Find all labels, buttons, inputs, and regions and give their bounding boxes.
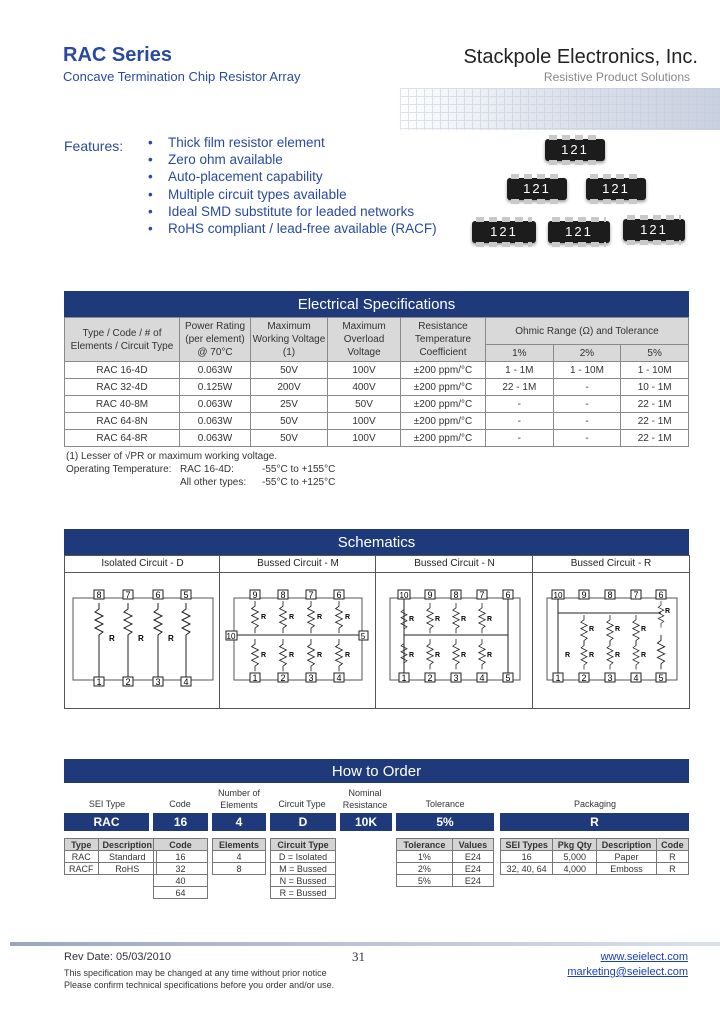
- operating-temp-type-2: All other types:: [180, 477, 247, 488]
- cell: 64: [154, 887, 208, 899]
- resistor-symbol: [280, 639, 287, 671]
- cell: D = Isolated: [271, 851, 336, 863]
- operating-temp-range-2: -55°C to +125°C: [262, 477, 336, 488]
- cell: ±200 ppm/°C: [401, 396, 486, 413]
- order-label-circuit-type: Circuit Type: [278, 799, 326, 809]
- cell: ±200 ppm/°C: [401, 413, 486, 430]
- cell: 16: [501, 851, 553, 863]
- cell: RAC 32-4D: [65, 379, 180, 396]
- pin-label: 7: [308, 590, 314, 600]
- pin-label: 8: [453, 590, 459, 600]
- cell: -: [486, 430, 554, 447]
- resistor-symbol: [95, 603, 103, 679]
- pin-label: 5: [183, 590, 189, 600]
- pin-label: 8: [280, 590, 286, 600]
- table-row: [271, 863, 336, 875]
- cell: 22 - 1M: [486, 379, 554, 396]
- resistor-label: R: [615, 626, 621, 633]
- schematic-bussed-r: [532, 555, 690, 709]
- cell: 25V: [251, 396, 328, 413]
- cell: N = Bussed: [271, 875, 336, 887]
- cell: 0.063W: [180, 430, 251, 447]
- schematics-title: Schematics: [64, 529, 689, 555]
- features-heading: Features:: [64, 138, 124, 154]
- chip-image: 121: [472, 221, 536, 243]
- pin-label: 8: [607, 590, 613, 600]
- table-row: [501, 863, 689, 875]
- email-link[interactable]: marketing@seielect.com: [567, 966, 688, 978]
- series-title: RAC Series: [63, 44, 172, 66]
- resistor-label: R: [289, 652, 295, 659]
- pin-label: 2: [280, 673, 286, 683]
- resistor-label: R: [345, 652, 351, 659]
- resistor-label: R: [665, 608, 671, 615]
- col-header-ohmic-range: Ohmic Range (Ω) and Tolerance: [486, 318, 689, 345]
- cell: 5,000: [553, 851, 597, 863]
- table-row: [397, 863, 494, 875]
- resistor-label: R: [435, 616, 441, 623]
- pin-label: 1: [401, 673, 407, 683]
- pin-label: 5: [505, 673, 511, 683]
- cell: 50V: [251, 413, 328, 430]
- pin-label: 3: [155, 677, 161, 687]
- disclaimer-line-1: This specification may be changed at any time without prior notice: [64, 968, 327, 978]
- resistor-label: R: [289, 614, 295, 621]
- resistor-symbol: [633, 615, 639, 645]
- pin-label: 7: [479, 590, 485, 600]
- resistor-label: R: [409, 616, 415, 623]
- cell: 100V: [328, 430, 401, 447]
- cell: 1 - 10M: [621, 362, 689, 379]
- order-label-packaging: Packaging: [573, 799, 617, 809]
- schematic-caption: Bussed Circuit - M: [220, 556, 376, 573]
- order-label-tolerance: Tolerance: [425, 799, 465, 809]
- pin-label: 6: [155, 590, 161, 600]
- cell: -: [486, 396, 554, 413]
- company-division: Resistive Product Solutions: [543, 70, 690, 84]
- pin-label: 10: [226, 632, 236, 641]
- pin-label: 4: [336, 673, 342, 683]
- cell: 400V: [328, 379, 401, 396]
- cell: E24: [452, 863, 493, 875]
- cell: RAC: [65, 851, 99, 863]
- col-header: Code: [154, 839, 208, 851]
- col-header-tcr: Resistance Temperature Coefficient: [401, 318, 486, 362]
- cell: -: [553, 413, 621, 430]
- order-value-circuit-type: D: [270, 813, 336, 831]
- resistor-symbol: [479, 639, 485, 669]
- resistor-symbol: [607, 615, 613, 645]
- cell: E24: [452, 875, 493, 887]
- table-row: [397, 875, 494, 887]
- order-value-nominal-resistance: 10K: [340, 813, 392, 831]
- pin-label: 5: [658, 673, 664, 683]
- pin-label: 3: [453, 673, 459, 683]
- pin-label: 7: [125, 590, 131, 600]
- resistor-symbol: [607, 641, 613, 670]
- resistor-label: R: [317, 614, 323, 621]
- cell: 22 - 1M: [621, 430, 689, 447]
- resistor-symbol: [633, 641, 639, 670]
- table-row: [213, 863, 266, 875]
- pin-label: 9: [252, 590, 258, 600]
- table-row: [271, 887, 336, 899]
- page-number: 31: [352, 949, 365, 964]
- resistor-symbol: [280, 601, 287, 633]
- cell: E24: [452, 851, 493, 863]
- col-header-type: Type / Code / # of Elements / Circuit Type: [65, 318, 180, 362]
- cell: R: [656, 851, 688, 863]
- resistor-symbol: [124, 603, 132, 679]
- table-row: [271, 875, 336, 887]
- col-header-power: Power Rating (per element) @ 70°C: [180, 318, 251, 362]
- resistor-label: R: [641, 652, 647, 659]
- cell: ±200 ppm/°C: [401, 379, 486, 396]
- table-row: [213, 851, 266, 863]
- cell: -: [486, 413, 554, 430]
- revision-date: Rev Date: 05/03/2010: [64, 951, 172, 963]
- resistor-symbol: [336, 601, 343, 633]
- cell: 50V: [251, 430, 328, 447]
- cell: 0.125W: [180, 379, 251, 396]
- chip-image: 121: [545, 139, 605, 161]
- pin-label: 2: [581, 673, 587, 683]
- order-value-packaging: R: [500, 813, 689, 831]
- cell: 100V: [328, 413, 401, 430]
- cell: 40: [154, 875, 208, 887]
- cell: 32, 40, 64: [501, 863, 553, 875]
- pin-label: 1: [555, 673, 561, 683]
- table-row: [397, 851, 494, 863]
- cell: ±200 ppm/°C: [401, 362, 486, 379]
- pin-label: 3: [308, 673, 314, 683]
- electrical-spec-table: [64, 317, 689, 447]
- cell: RAC 16-4D: [65, 362, 180, 379]
- type-table: [64, 838, 157, 875]
- pin-label: 6: [505, 590, 511, 600]
- table-row: [65, 379, 689, 396]
- cell: 22 - 1M: [621, 413, 689, 430]
- electrical-spec-title: Electrical Specifications: [64, 291, 689, 317]
- cell: -: [553, 379, 621, 396]
- col-header: SEI Types: [501, 839, 553, 851]
- schematic-bussed-m: [219, 555, 377, 709]
- resistor-label: R: [138, 634, 144, 643]
- schematic-caption: Bussed Circuit - R: [533, 556, 689, 573]
- resistor-symbol: [453, 639, 459, 669]
- pin-label: 9: [427, 590, 433, 600]
- col-header: Pkg Qty: [553, 839, 597, 851]
- cell: Paper: [597, 851, 657, 863]
- resistor-label: R: [615, 652, 621, 659]
- table-row: [65, 396, 689, 413]
- table-row: [154, 851, 208, 863]
- cell: 1 - 10M: [553, 362, 621, 379]
- col-header-working-voltage: Maximum Working Voltage (1): [251, 318, 328, 362]
- cell: RAC 64-8N: [65, 413, 180, 430]
- cell: 200V: [251, 379, 328, 396]
- order-label-sei-type: SEI Type: [88, 799, 126, 809]
- resistor-symbol: [252, 639, 259, 671]
- feature-item: • Thick film resistor element: [148, 134, 437, 151]
- operating-temp-type-1: RAC 16-4D:: [180, 464, 234, 475]
- pin-label: 9: [581, 590, 587, 600]
- cell: RAC 40-8M: [65, 396, 180, 413]
- how-to-order-title: How to Order: [64, 759, 689, 783]
- col-header-tol-2: 2%: [553, 345, 621, 362]
- cell: 100V: [328, 362, 401, 379]
- schematic-diagram: [533, 573, 689, 708]
- pin-label: 6: [336, 590, 342, 600]
- cell: 1%: [397, 851, 453, 863]
- cell: 4,000: [553, 863, 597, 875]
- cell: 22 - 1M: [621, 396, 689, 413]
- table-row: [154, 863, 208, 875]
- pin-label: 10: [553, 591, 563, 600]
- feature-item: • Ideal SMD substitute for leaded networks: [148, 203, 437, 220]
- resistor-label: R: [261, 614, 267, 621]
- features-list: [148, 134, 437, 237]
- resistor-symbol: [182, 603, 190, 679]
- resistor-label: R: [589, 652, 595, 659]
- footnote-voltage: (1) Lesser of √PR or maximum working voltage.: [66, 451, 278, 462]
- cell: -: [553, 430, 621, 447]
- resistor-symbol: [657, 635, 664, 669]
- pin-label: 6: [658, 590, 664, 600]
- pin-label: 8: [96, 590, 102, 600]
- circuit-type-table: [270, 838, 336, 899]
- resistor-label: R: [487, 652, 493, 659]
- resistor-label: R: [565, 652, 571, 659]
- schematic-diagram: [376, 573, 533, 708]
- resistor-label: R: [461, 652, 467, 659]
- table-row: [65, 362, 689, 379]
- col-header-tol-5: 5%: [621, 345, 689, 362]
- footer-divider: [10, 942, 720, 946]
- resistor-symbol: [401, 605, 407, 634]
- schematic-caption: Isolated Circuit - D: [65, 556, 220, 573]
- cell: -: [553, 396, 621, 413]
- cell: 0.063W: [180, 396, 251, 413]
- resistor-label: R: [261, 652, 267, 659]
- cell: 8: [213, 863, 266, 875]
- cell: 0.063W: [180, 413, 251, 430]
- order-value-sei-type: RAC: [64, 813, 149, 831]
- col-header: Tolerance: [397, 839, 453, 851]
- table-row: [65, 863, 157, 875]
- resistor-label: R: [345, 614, 351, 621]
- cell: 0.063W: [180, 362, 251, 379]
- series-subtitle: Concave Termination Chip Resistor Array: [63, 69, 301, 84]
- resistor-symbol: [453, 603, 459, 633]
- pin-label: 2: [427, 673, 433, 683]
- table-row: [271, 851, 336, 863]
- pin-label: 2: [125, 677, 131, 687]
- tolerance-table: [396, 838, 494, 887]
- cell: 10 - 1M: [621, 379, 689, 396]
- order-value-code: 16: [153, 813, 208, 831]
- resistor-symbol: [479, 603, 485, 633]
- chip-image: 121: [507, 178, 567, 200]
- cell: 2%: [397, 863, 453, 875]
- operating-temp-label: Operating Temperature:: [66, 464, 172, 475]
- resistor-label: R: [641, 626, 647, 633]
- cell: RoHS: [98, 863, 157, 875]
- resistor-symbol: [252, 601, 259, 633]
- order-label-nominal-resistance: Nominal Resistance: [342, 788, 388, 810]
- cell: 1 - 1M: [486, 362, 554, 379]
- pin-label: 4: [633, 673, 639, 683]
- website-link[interactable]: www.seielect.com: [600, 951, 688, 963]
- order-value-elements: 4: [212, 813, 266, 831]
- order-value-tolerance: 5%: [396, 813, 494, 831]
- col-header-overload-voltage: Maximum Overload Voltage: [328, 318, 401, 362]
- resistor-label: R: [435, 652, 441, 659]
- col-header: Description: [98, 839, 157, 851]
- operating-temp-range-1: -55°C to +155°C: [262, 464, 336, 475]
- table-row: [154, 875, 208, 887]
- elements-table: [212, 838, 266, 875]
- table-row: [65, 430, 689, 447]
- cell: M = Bussed: [271, 863, 336, 875]
- resistor-label: R: [461, 616, 467, 623]
- cell: RAC 64-8R: [65, 430, 180, 447]
- pin-label: 5: [360, 632, 366, 641]
- pin-label: 4: [479, 673, 485, 683]
- col-header-tol-1: 1%: [486, 345, 554, 362]
- resistor-symbol: [581, 641, 587, 670]
- feature-item: • Zero ohm available: [148, 151, 437, 168]
- pin-label: 7: [633, 590, 639, 600]
- cell: Emboss: [597, 863, 657, 875]
- pin-label: 4: [183, 677, 189, 687]
- cell: 5%: [397, 875, 453, 887]
- pin-label: 10: [399, 591, 409, 600]
- schematic-caption: Bussed Circuit - N: [376, 556, 533, 573]
- table-row: [65, 413, 689, 430]
- cell: 16: [154, 851, 208, 863]
- company-name: Stackpole Electronics, Inc.: [463, 46, 698, 68]
- resistor-symbol: [581, 615, 587, 645]
- schematic-isolated-d: [64, 555, 221, 709]
- resistor-symbol: [336, 639, 343, 671]
- feature-item: • Auto-placement capability: [148, 168, 437, 185]
- resistor-label: R: [109, 634, 115, 643]
- col-header: Description: [597, 839, 657, 851]
- resistor-label: R: [317, 652, 323, 659]
- feature-item: • RoHS compliant / lead-free available (RACF): [148, 220, 437, 237]
- col-header: Type: [65, 839, 99, 851]
- col-header: Circuit Type: [271, 839, 336, 851]
- packaging-table: [500, 838, 689, 875]
- cell: Standard: [98, 851, 157, 863]
- chip-image: 121: [586, 178, 646, 200]
- cell: 32: [154, 863, 208, 875]
- table-row: [65, 851, 157, 863]
- feature-item: • Multiple circuit types available: [148, 186, 437, 203]
- resistor-symbol: [658, 601, 664, 628]
- cell: 50V: [328, 396, 401, 413]
- order-label-elements: Number of Elements: [217, 788, 261, 810]
- disclaimer-line-2: Please confirm technical specifications before you order and/or use.: [64, 980, 335, 990]
- schematic-diagram: [220, 573, 376, 708]
- schematic-diagram: [65, 573, 220, 708]
- resistor-label: R: [409, 652, 415, 659]
- resistor-symbol: [308, 601, 315, 633]
- table-row: [154, 887, 208, 899]
- resistor-symbol: [427, 603, 433, 633]
- cell: R = Bussed: [271, 887, 336, 899]
- pin-label: 3: [607, 673, 613, 683]
- cell: R: [656, 863, 688, 875]
- pin-label: 1: [252, 673, 258, 683]
- chip-image: 121: [623, 219, 685, 241]
- schematic-bussed-n: [375, 555, 534, 709]
- resistor-symbol: [401, 639, 407, 668]
- cell: 50V: [251, 362, 328, 379]
- table-row: [501, 851, 689, 863]
- resistor-symbol: [427, 639, 433, 669]
- col-header: Code: [656, 839, 688, 851]
- col-header: Values: [452, 839, 493, 851]
- resistor-label: R: [168, 634, 174, 643]
- resistor-label: R: [487, 616, 493, 623]
- resistor-symbol: [308, 639, 315, 671]
- cell: ±200 ppm/°C: [401, 430, 486, 447]
- cell: 4: [213, 851, 266, 863]
- cell: RACF: [65, 863, 99, 875]
- pin-top: [94, 590, 104, 600]
- order-label-code: Code: [169, 799, 191, 809]
- chip-image: 121: [548, 221, 610, 243]
- resistor-symbol: [154, 603, 162, 679]
- pin-label: 1: [96, 677, 102, 687]
- resistor-label: R: [589, 626, 595, 633]
- header-grid-pattern: [400, 88, 720, 130]
- code-table: [153, 838, 208, 899]
- col-header: Elements: [213, 839, 266, 851]
